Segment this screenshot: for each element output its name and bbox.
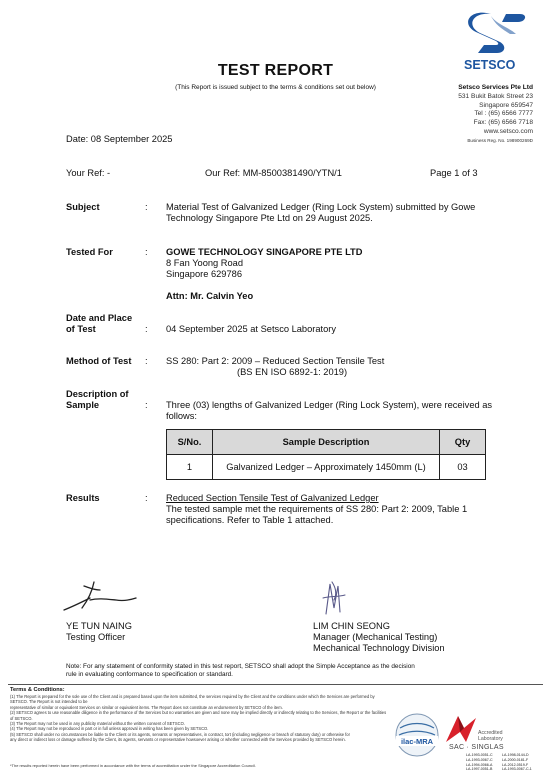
note-line1: Note: For any statement of conformity stated in this test report, SETSCO shall adopt the Simple Acceptance as the decision	[66, 663, 415, 670]
company-address-line1: 531 Bukit Batok Street 23	[458, 92, 533, 100]
ilac-mra-logo	[394, 712, 440, 758]
sample-table-header-sno: S/No.	[167, 430, 213, 455]
method-colon: :	[145, 356, 148, 366]
description-label-line2: Sample	[66, 400, 100, 410]
your-ref: Your Ref: -	[66, 168, 111, 178]
subject-label: Subject	[66, 202, 100, 212]
company-tel: Tel : (65) 6566 7777	[474, 110, 533, 118]
date-place-label-line1: Date and Place	[66, 313, 133, 323]
date-place-label-line2: of Test	[66, 324, 96, 334]
company-name: Setsco Services Pte Ltd	[458, 84, 533, 91]
sample-table-header-row	[167, 430, 486, 455]
sample-table-header-description: Sample Description	[213, 430, 440, 455]
terms-item: representative of similar or equivalent Services on similar or equivalent items. The Report does not constitute an endorsement by SETSCO of the item.	[10, 704, 283, 710]
results-heading: Reduced Section Tensile Test of Galvanized Ledger	[166, 493, 379, 503]
terms-item: (4) The Report may not be reproduced in part or in full unless approval in writing has been given by SETSCO.	[10, 726, 209, 732]
method-line2: (BS EN ISO 6892-1: 2019)	[237, 367, 348, 377]
accredited-word: Accredited	[478, 730, 503, 736]
report-date: Date: 08 September 2025	[66, 134, 173, 144]
results-label: Results	[66, 493, 100, 503]
accredited-laboratory-text	[478, 730, 503, 742]
terms-item: (1) The Report is prepared for the sole use of the Client and is prepared based upon the item submitted, the services required by the Client and the conditions under which the Services are performed by SETSCO. The Report is not intended to be	[10, 694, 375, 705]
accreditation-codes-left: LA-1993-0051-C LA-1993-0067-C LA-1994-0066-A LA-1997-0051-B	[466, 753, 493, 772]
accreditation-footnote: *The results reported herein have been performed in accordance with the terms of accreditation under the Singapore Accreditation Council.	[10, 763, 256, 768]
note-line2: rule in evaluating conformance to specification or standard.	[66, 671, 233, 678]
terms-item: (2) SETSCO agrees to use reasonable diligence in the performance of the Services but no warranties are given and none may be implied directly or indirectly relating to the Services, the Report or the facilities of SETSCO.	[10, 710, 387, 721]
setsco-logo	[458, 12, 536, 72]
report-title: TEST REPORT	[217, 62, 334, 79]
subject-line2: Technology Singapore Pte Ltd on 29 August 2025.	[166, 213, 373, 223]
laboratory-word: Laboratory	[478, 736, 503, 742]
sample-table	[166, 429, 486, 480]
company-fax: Fax: (65) 6566 7718	[473, 119, 533, 127]
description-line1: Three (03) lengths of Galvanized Ledger (Ring Lock System), were received as	[166, 400, 493, 410]
client-address-line1: 8 Fan Yoong Road	[166, 258, 244, 268]
subject-line1: Material Test of Galvanized Ledger (Ring Lock System) submitted by Gowe	[166, 202, 476, 212]
ilac-mra-text: ilac-MRA	[400, 737, 434, 746]
tested-for-label: Tested For	[66, 247, 113, 257]
terms-item: (5) SETSCO shall under no circumstances be liable to the Client or its agents, servants or representatives, in contract, tort (including negligence or breach of statutory duty) or otherwise for	[10, 731, 350, 737]
accreditation-codes-right: LA-1998-0144-D LA-2000-0181-F LA-2012-0519-F LA-1993-0067-C-1	[502, 753, 532, 772]
left-signatory-title: Testing Officer	[66, 632, 126, 642]
terms-item: (3) The Report may not be used in any publicity material without the written consent of SETSCO.	[10, 721, 185, 727]
sample-description-cell: Galvanized Ledger – Approximately 1450mm (L)	[213, 455, 440, 480]
terms-item: any direct or indirect loss or damage suffered by the Client, its agents, servants or representative howsoever arising or whether connected with the Services provided by SETSCO herein.	[10, 737, 346, 743]
sample-sno-cell: 1	[167, 455, 213, 480]
method-line1: SS 280: Part 2: 2009 – Reduced Section Tensile Test	[166, 356, 385, 366]
company-website: www.setsco.com	[483, 127, 533, 135]
right-signatory-title2: Mechanical Technology Division	[313, 643, 445, 653]
sac-singlas-text: SAC · SINGLAS	[449, 744, 504, 751]
method-label: Method of Test	[66, 356, 132, 366]
description-label-line1: Description of	[66, 389, 129, 399]
description-line2: follows:	[166, 411, 198, 421]
terms-heading: Terms & Conditions:	[10, 687, 65, 693]
setsco-s-mark-icon	[468, 13, 525, 53]
company-reg-no: Business Reg. No. 198900269D	[467, 137, 533, 143]
results-colon: :	[145, 493, 148, 503]
terms-block	[10, 687, 390, 743]
company-address-block	[380, 84, 533, 146]
left-signatory-name: YE TUN NAING	[66, 621, 132, 631]
date-place-value: 04 September 2025 at Setsco Laboratory	[166, 324, 337, 334]
conformity-note	[66, 663, 506, 679]
results-line1: The tested sample met the requirements of SS 280: Part 2: 2009, Table 1	[166, 504, 468, 514]
setsco-logo-text: SETSCO	[464, 58, 516, 72]
company-address-line2: Singapore 659547	[479, 101, 533, 109]
page-number: Page 1 of 3	[430, 168, 478, 178]
description-colon: :	[145, 400, 148, 410]
right-signatory-name: LIM CHIN SEONG	[313, 621, 390, 631]
sample-table-header-qty: Qty	[440, 430, 486, 455]
results-line2: specifications. Refer to Table 1 attached.	[166, 515, 334, 525]
right-signature	[318, 578, 348, 618]
tested-for-colon: :	[145, 247, 148, 257]
left-signature	[60, 578, 140, 614]
terms-divider	[8, 684, 543, 685]
subject-colon: :	[145, 202, 148, 212]
table-row	[167, 455, 486, 480]
date-place-colon: :	[145, 324, 148, 334]
our-ref: Our Ref: MM-8500381490/YTN/1	[205, 168, 342, 178]
attention-line: Attn: Mr. Calvin Yeo	[166, 291, 254, 301]
report-subtitle: (This Report is issued subject to the terms & conditions set out below)	[175, 84, 376, 91]
client-name: GOWE TECHNOLOGY SINGAPORE PTE LTD	[166, 247, 363, 257]
client-address-line2: Singapore 629786	[166, 269, 242, 279]
sample-qty-cell: 03	[440, 455, 486, 480]
right-signatory-title1: Manager (Mechanical Testing)	[313, 632, 438, 642]
sac-singlas-icon	[444, 714, 478, 744]
